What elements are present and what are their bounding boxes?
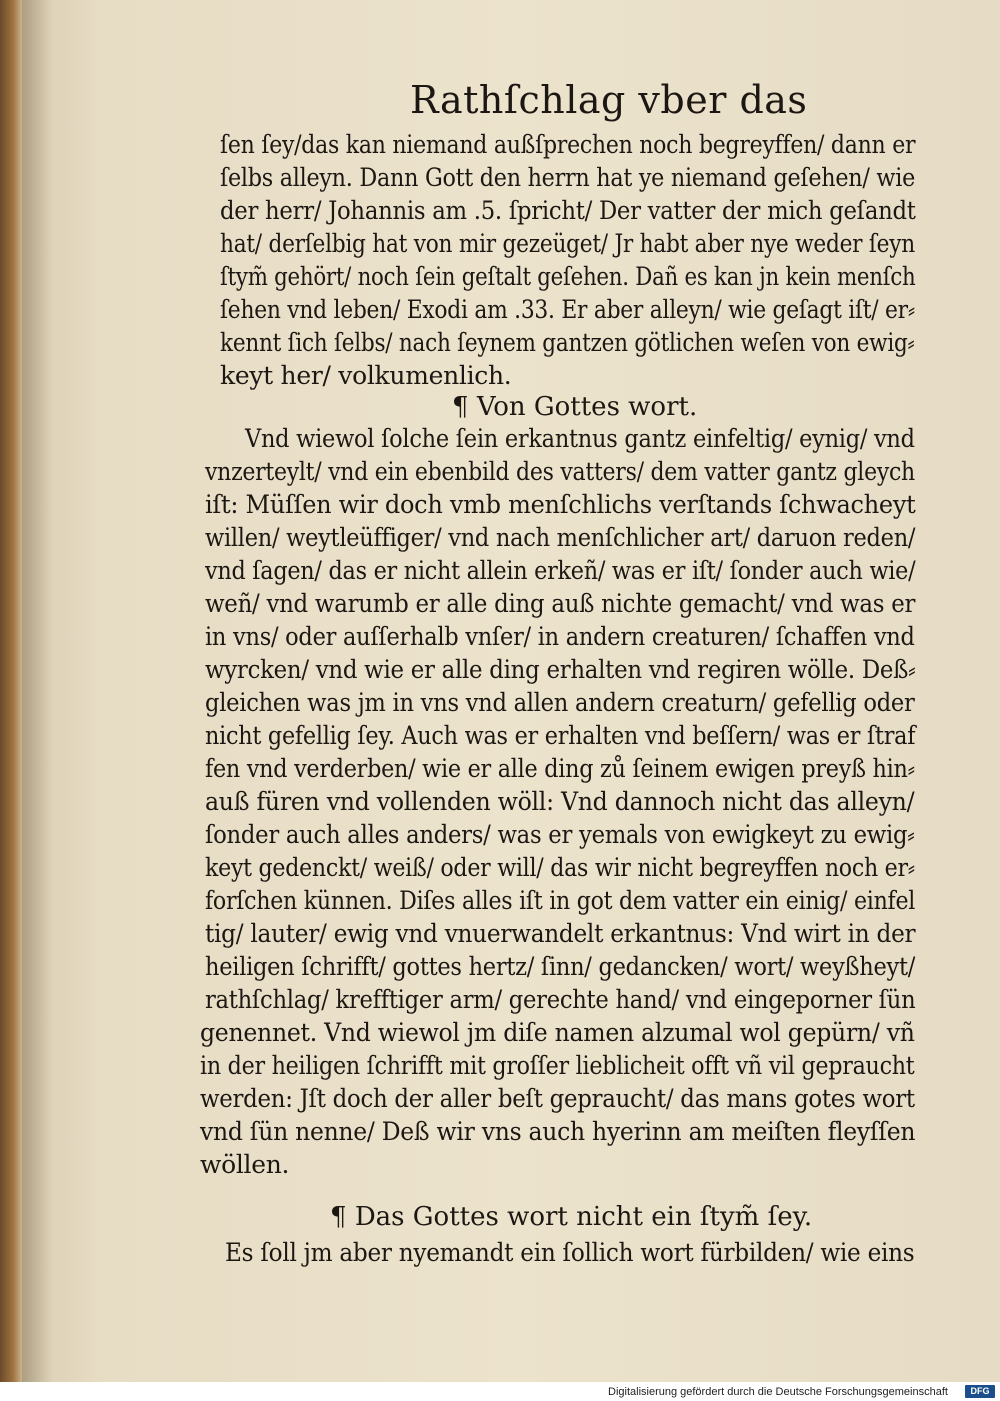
text-line: der herr/ Johannis am .5. ſpricht/ Der vatter der mich geſandt <box>220 196 916 225</box>
section-heading-text: Von Gottes wort. <box>476 392 698 422</box>
text-line: wöllen. <box>200 1150 290 1179</box>
text-line: rathſchlag/ krefftiger arm/ gerechte hand/ vnd eingeporner ſün <box>205 985 916 1014</box>
section-heading-gottes-wort <box>452 392 697 422</box>
pilcrow-icon: ¶ <box>330 1202 347 1232</box>
text-line: fen vnd verderben/ wie er alle ding zů ſeinem ewigen preyß hin⸗ <box>205 754 915 783</box>
text-line: genennet. Vnd wiewol jm diſe namen alzumal wol gepürn/ vñ <box>200 1018 915 1047</box>
text-line: forſchen künnen. Diſes alles iſt in got dem vatter ein einig/ einfel <box>205 886 916 915</box>
text-line: tig/ lauter/ ewig vnd vnuerwandelt erkantnus: Vnd wirt in der <box>205 919 916 948</box>
text-line: vnzerteylt/ vnd ein ebenbild des vatters/ dem vatter gantz gleych <box>205 457 915 486</box>
section-heading-stym <box>330 1202 812 1232</box>
text-line: vnd ſün nenne/ Deß wir vns auch hyerinn am meiſten fleyſſen <box>200 1117 916 1146</box>
text-line: keyt her/ volkumenlich. <box>220 361 512 390</box>
text-line: wyrcken/ vnd wie er alle ding erhalten vnd regiren wölle. Deß⸗ <box>205 655 916 684</box>
text-line: weñ/ vnd warumb er alle ding auß nichte gemacht/ vnd was er <box>205 589 916 618</box>
pilcrow-icon: ¶ <box>452 392 469 422</box>
text-line: heiligen ſchrifft/ gottes hertz/ ſinn/ gedancken/ wort/ weyßheyt/ <box>205 952 916 981</box>
text-line: ſelbs alleyn. Dann Gott den herrn hat ye niemand geſehen/ wie <box>220 163 915 192</box>
digitization-credit: Digitalisierung gefördert durch die Deutsche Forschungsgemeinschaft <box>608 1386 948 1398</box>
text-line: ſen ſey/das kan niemand außſprechen noch begreyffen/ dann er <box>220 130 916 159</box>
text-line: iſt: Müſſen wir doch vmb menſchlichs verſtands ſchwacheyt <box>205 490 916 519</box>
text-line: willen/ weytleüffiger/ vnd nach menſchlicher art/ daruon reden/ <box>205 523 916 552</box>
dfg-logo: DFG <box>965 1385 995 1398</box>
text-line: ſonder auch alles anders/ was er yemals von ewigkeyt zu ewig⸗ <box>205 820 915 849</box>
text-line: werden: Jſt doch der aller beſt gepraucht/ das mans gotes wort <box>200 1084 915 1113</box>
text-line: auß füren vnd vollenden wöll: Vnd dannoch nicht das alleyn/ <box>205 787 915 816</box>
text-line: vnd ſagen/ das er nicht allein erkeñ/ was er iſt/ ſonder auch wie/ <box>205 556 916 585</box>
text-line: in vns/ oder auſſerhalb vnſer/ in andern creaturen/ ſchaffen vnd <box>205 622 915 651</box>
text-line: ſtym̃ gehört/ noch ſein geſtalt geſehen. Dañ es kan jn kein menſch <box>220 262 916 291</box>
text-line: gleichen was jm in vns vnd allen andern creaturn/ gefellig oder <box>205 688 915 717</box>
text-line: Vnd wiewol ſolche ſein erkantnus gantz einfeltig/ eynig/ vnd <box>245 424 915 453</box>
book-binding <box>0 0 22 1382</box>
text-line: in der heiligen ſchrifft mit groſſer lieblicheit offt vñ vil gepraucht <box>200 1051 915 1080</box>
text-line: Es ſoll jm aber nyemandt ein ſollich wort fürbilden/ wie eins <box>225 1238 915 1267</box>
text-line: kennt ſich ſelbs/ nach ſeynem gantzen götlichen weſen von ewig⸗ <box>220 328 915 357</box>
text-line: ſehen vnd leben/ Exodi am .33. Er aber alleyn/ wie geſagt iſt/ er⸗ <box>220 295 915 324</box>
running-header: Rathſchlag vber das <box>410 78 808 122</box>
text-line: hat/ derſelbig hat von mir gezeüget/ Jr habt aber nye weder ſeyn <box>220 229 915 258</box>
text-line: nicht gefellig ſey. Auch was er erhalten vnd beſſern/ was er ſtraf <box>205 721 916 750</box>
text-line: keyt gedenckt/ weiß/ oder will/ das wir nicht begreyffen noch er⸗ <box>205 853 915 882</box>
gutter-shadow <box>22 0 52 1382</box>
section-heading-text: Das Gottes wort nicht ein ſtym̃ ſey. <box>354 1202 813 1232</box>
